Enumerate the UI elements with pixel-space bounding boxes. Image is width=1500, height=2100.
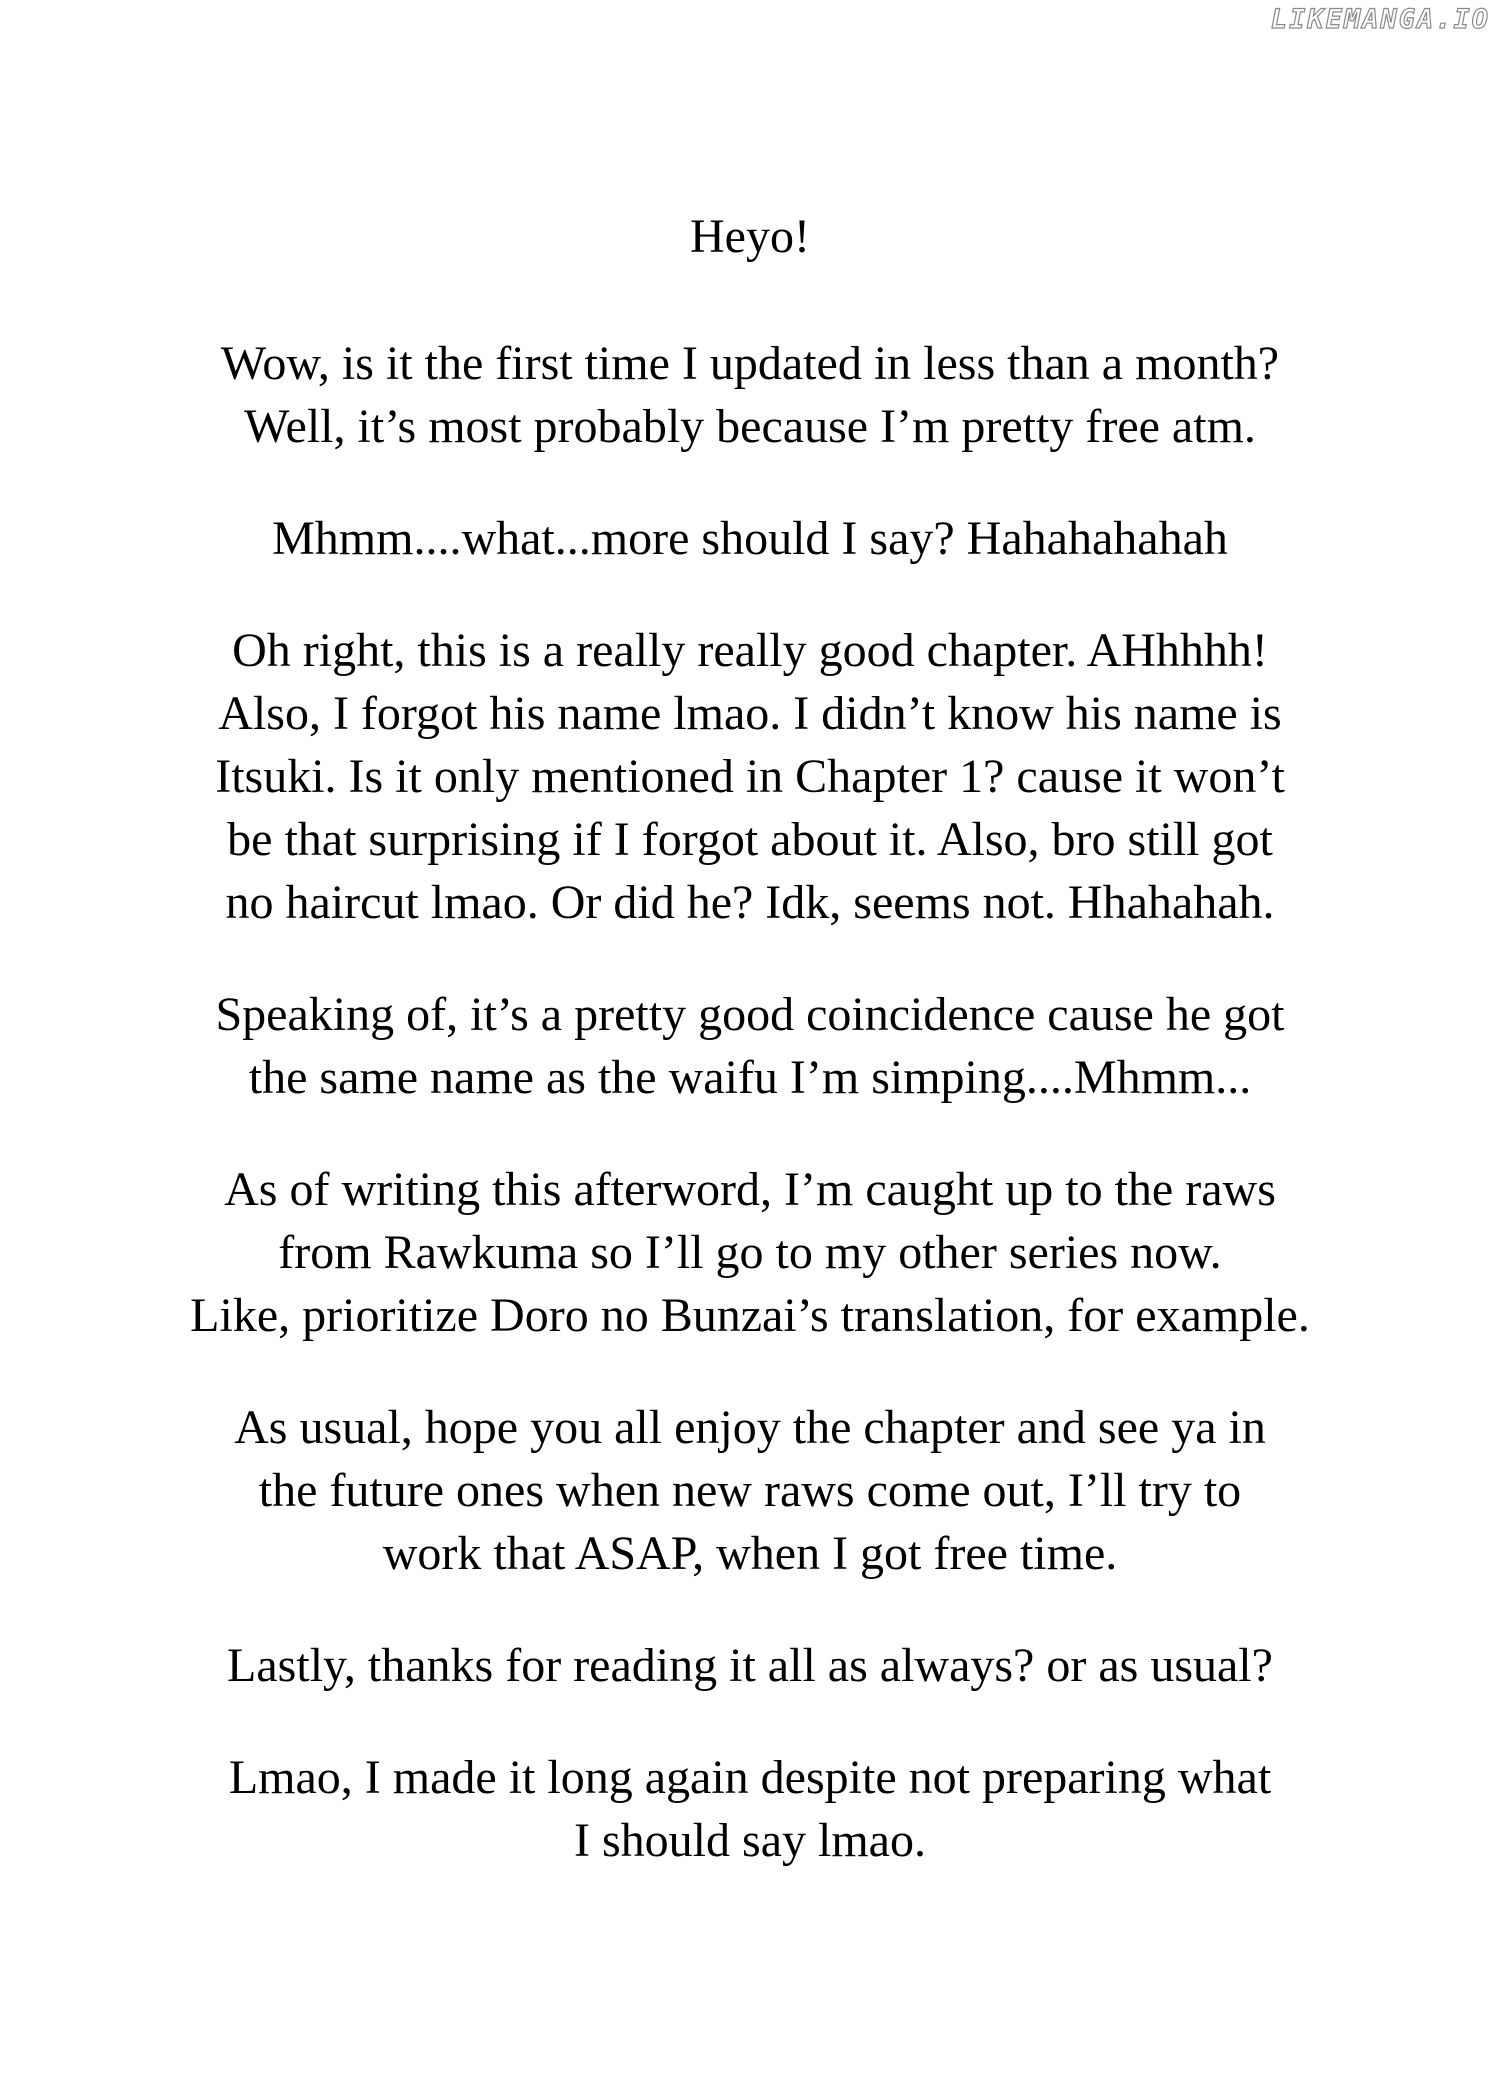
afterword-line: Also, I forgot his name lmao. I didn’t know his name is (218, 687, 1282, 740)
afterword-line: Like, prioritize Doro no Bunzai’s translation, for example. (190, 1289, 1310, 1342)
afterword-line: be that surprising if I forgot about it. Also, bro still got (227, 813, 1273, 866)
afterword-line: Well, it’s most probably because I’m pretty free atm. (244, 400, 1256, 453)
site-watermark: LIKEMANGA.IO (1270, 4, 1490, 35)
afterword-paragraph (0, 507, 1500, 570)
afterword-line: no haircut lmao. Or did he? Idk, seems not. Hhahahah. (225, 876, 1275, 929)
afterword-paragraph (0, 619, 1500, 934)
afterword-paragraph (0, 1634, 1500, 1697)
afterword-paragraph (0, 205, 1500, 268)
afterword-line: the same name as the waifu I’m simping....Mhmm... (248, 1051, 1252, 1104)
afterword-paragraph (0, 332, 1500, 458)
afterword-paragraph (0, 983, 1500, 1109)
afterword-line: from Rawkuma so I’ll go to my other series now. (278, 1226, 1222, 1279)
afterword-line: Wow, is it the first time I updated in less than a month? (220, 337, 1280, 390)
afterword-line: Itsuki. Is it only mentioned in Chapter 1? cause it won’t (215, 750, 1285, 803)
afterword-line: Speaking of, it’s a pretty good coincidence cause he got (215, 988, 1285, 1041)
afterword-line: Lastly, thanks for reading it all as always? or as usual? (227, 1639, 1273, 1692)
afterword-text (0, 205, 1500, 1921)
afterword-paragraph (0, 1396, 1500, 1585)
afterword-line: Mhmm....what...more should I say? Hahahahahah (272, 512, 1228, 565)
afterword-line: work that ASAP, when I got free time. (382, 1527, 1118, 1580)
afterword-line: As of writing this afterword, I’m caught up to the raws (224, 1163, 1276, 1216)
afterword-paragraph (0, 1158, 1500, 1347)
afterword-paragraph (0, 1746, 1500, 1872)
afterword-line: Heyo! (690, 210, 810, 263)
afterword-line: Oh right, this is a really really good chapter. AHhhhh! (232, 624, 1268, 677)
afterword-line: Lmao, I made it long again despite not preparing what (228, 1751, 1272, 1804)
afterword-line: the future ones when new raws come out, I’ll try to (258, 1464, 1242, 1517)
afterword-line: I should say lmao. (574, 1814, 926, 1867)
afterword-line: As usual, hope you all enjoy the chapter and see ya in (234, 1401, 1266, 1454)
